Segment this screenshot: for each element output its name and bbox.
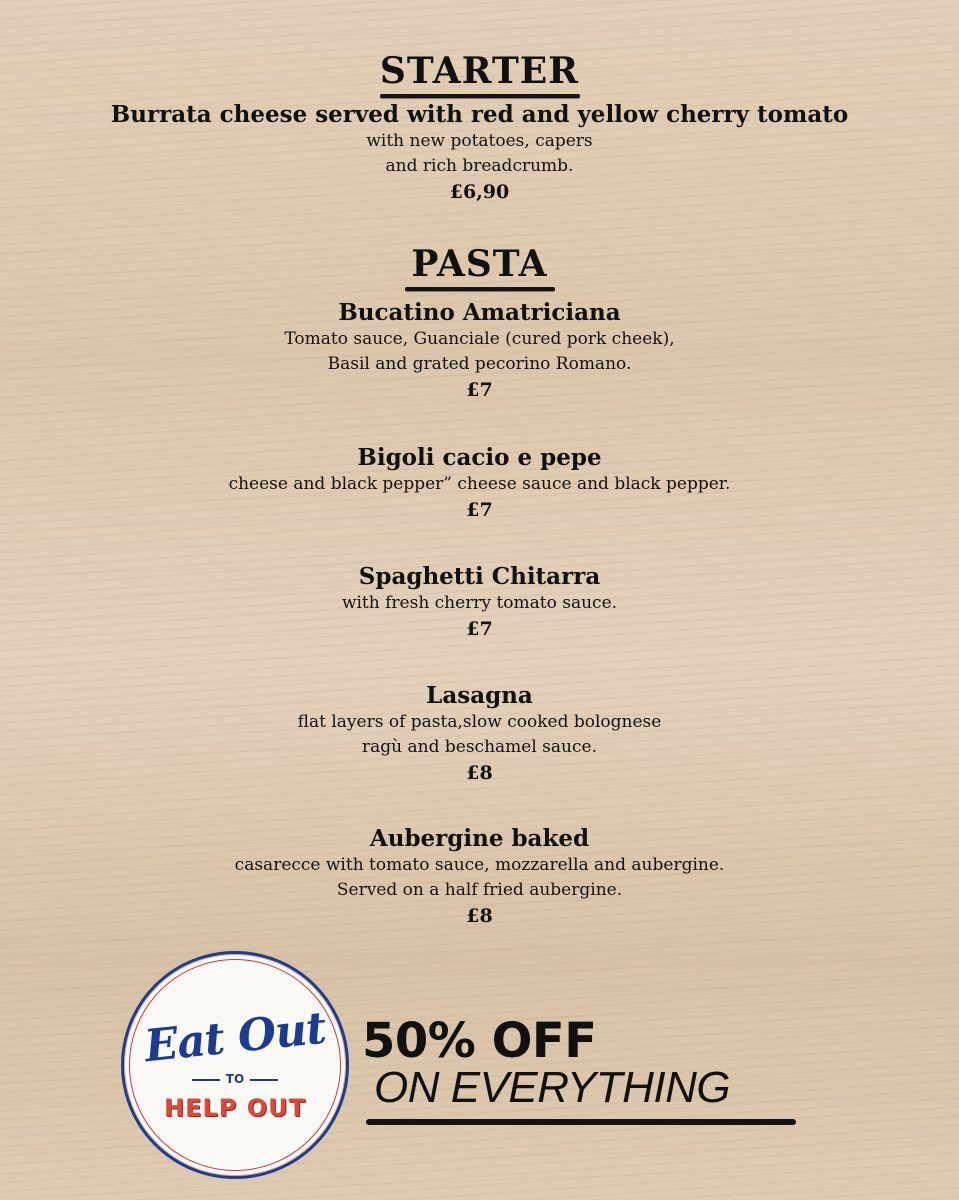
promo-subline: ON EVERYTHING [374,1063,731,1112]
pasta-heading-text: PASTA [411,243,548,285]
item-desc-line-1: Tomato sauce, Guanciale (cured pork cheek), [284,329,675,349]
item-price: £7 [466,618,493,640]
starter-heading [0,50,959,98]
item-price: £6,90 [449,181,510,203]
item-desc-line-1: with fresh cherry tomato sauce. [341,593,618,613]
item-desc-line-2: ragù and beschamel sauce. [362,737,597,757]
pasta-item [0,682,959,786]
promo-headline: 50% OFF [362,1013,597,1069]
item-desc-line-1: casarecce with tomato sauce, mozzarella and aubergine. [234,855,725,875]
item-desc-line-1: cheese and black pepper” cheese sauce and black pepper. [228,474,731,494]
badge-eat-out-text: Eat Out [142,1002,328,1073]
badge-to-text: TO [124,1072,346,1086]
item-price: £8 [466,762,493,784]
item-name: Burrata cheese served with red and yellow cherry tomato [110,101,849,128]
item-name: Bigoli cacio e pepe [357,444,602,471]
item-name: Spaghetti Chitarra [358,563,601,590]
item-desc-line-2: Basil and grated pecorino Romano. [327,354,632,374]
pasta-heading-underline [405,287,555,291]
item-desc-line-1: flat layers of pasta,slow cooked bolognese [297,712,662,732]
pasta-heading [0,243,959,291]
starter-heading-text: STARTER [379,50,580,92]
item-desc-line-2: and rich breadcrumb. [385,156,574,176]
pasta-item [0,444,959,523]
eat-out-to-help-out-logo [121,951,349,1179]
item-price: £7 [466,379,493,401]
starter-item [0,101,959,205]
item-price: £7 [466,499,493,521]
item-name: Bucatino Amatriciana [338,299,621,326]
pasta-item [0,299,959,403]
starter-heading-underline [380,94,580,98]
pasta-item [0,825,959,929]
item-price: £8 [466,905,493,927]
badge-help-out-text: HELP OUT [164,1094,306,1122]
promo-underline [366,1119,796,1125]
item-name: Lasagna [426,682,533,709]
item-desc-line-1: with new potatoes, capers [366,131,593,151]
item-desc-line-2: Served on a half fried aubergine. [336,880,623,900]
pasta-item [0,563,959,642]
item-name: Aubergine baked [369,825,590,852]
